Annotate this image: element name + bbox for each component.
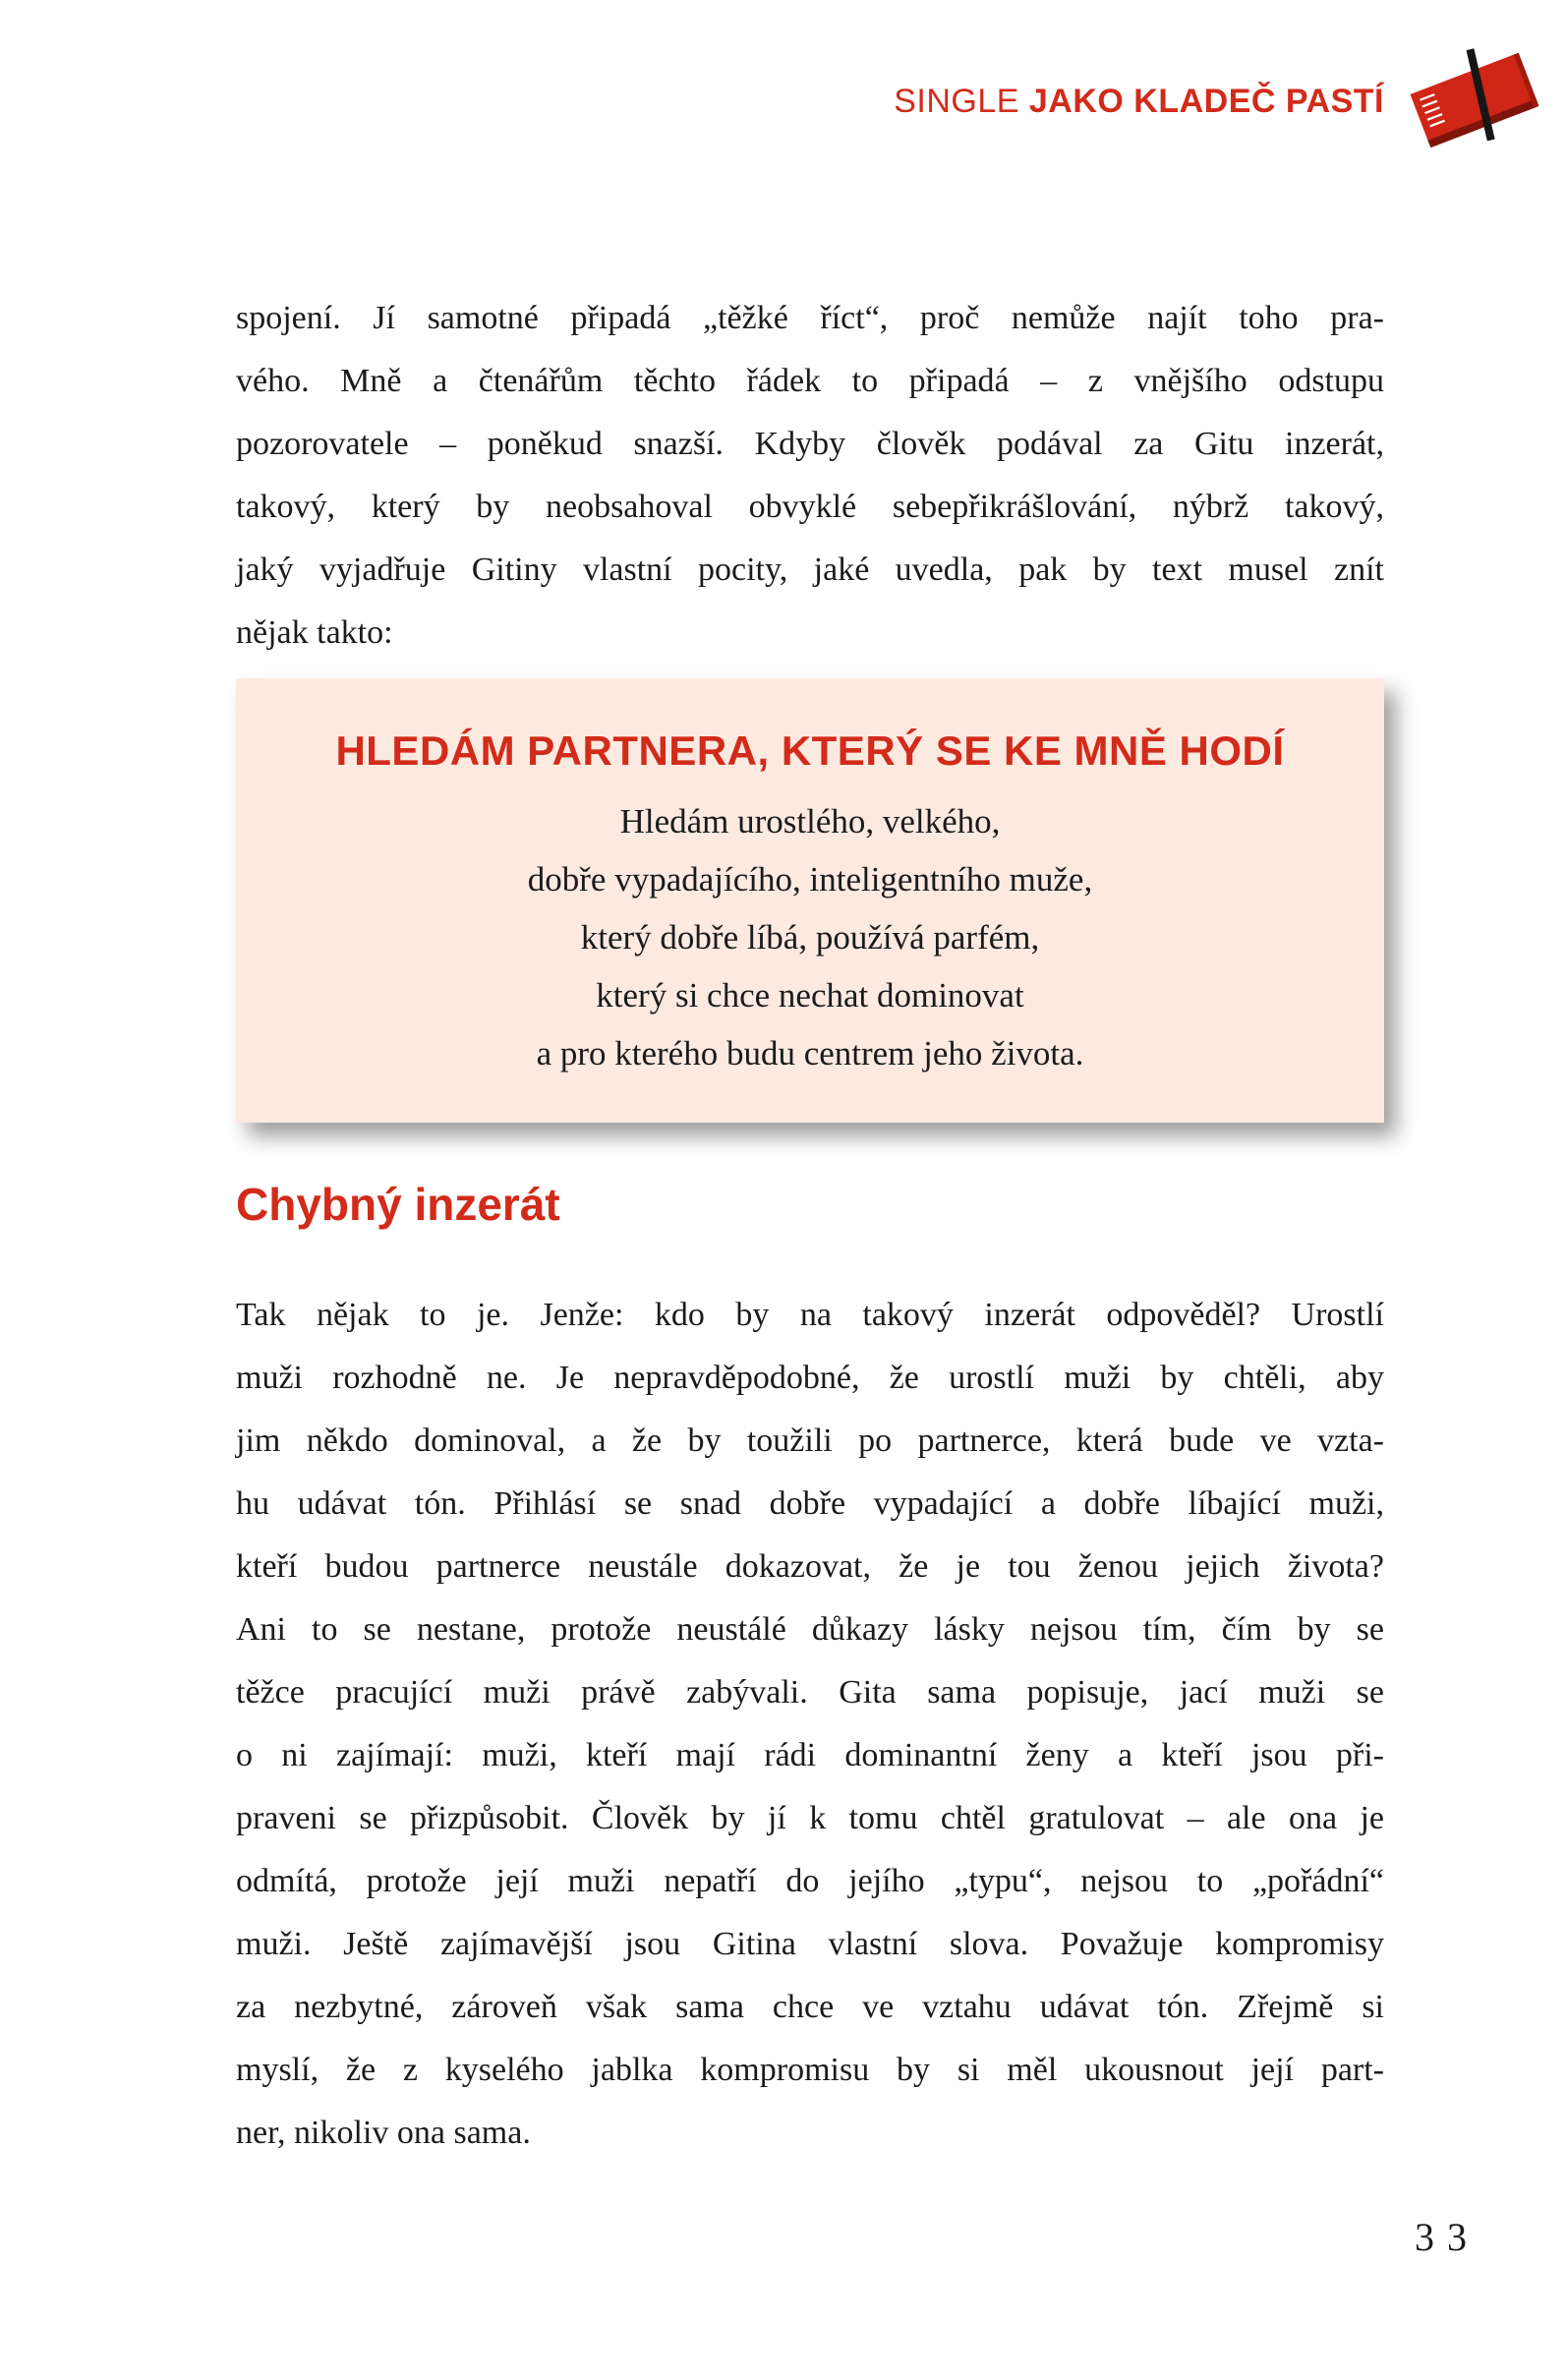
ad-box-text <box>275 792 1345 1082</box>
text-line: myslí, že z kyselého jablka kompromisu by si měl ukousnout její part- <box>236 2052 1384 2088</box>
text-line: kteří budou partnerce neustále dokazovat, že je tou ženou jejich života? <box>236 1548 1384 1585</box>
text-line: jaký vyjadřuje Gitiny vlastní pocity, jaké uvedla, pak by text musel znít <box>236 551 1384 588</box>
personal-ad-box <box>236 678 1384 1123</box>
text-line: dobře vypadajícího, inteligentního muže, <box>527 860 1093 899</box>
text-line: hu udávat tón. Přihlásí se snad dobře vypadající a dobře líbající muži, <box>236 1485 1384 1522</box>
ad-box-heading: HLEDÁM PARTNERA, KTERÝ SE KE MNĚ HODÍ <box>335 727 1285 774</box>
text-line: Hledám urostlého, velkého, <box>619 802 1001 841</box>
text-line: který dobře líbá, používá parfém, <box>580 918 1040 957</box>
running-header <box>894 83 1384 121</box>
text-line: pozorovatele – poněkud snazší. Kdyby člověk podával za Gitu inzerát, <box>236 426 1384 462</box>
text-line: jim někdo dominoval, a že by toužili po partnerce, která bude ve vzta- <box>236 1422 1384 1459</box>
body-paragraph <box>236 1284 1384 2165</box>
text-line: muži. Ještě zajímavější jsou Gitina vlastní slova. Považuje kompromisy <box>236 1926 1384 1962</box>
header-series-label: SINGLE <box>894 83 1019 120</box>
header-chapter-label: JAKO KLADEČ PASTÍ <box>1028 83 1384 120</box>
text-line: odmítá, protože její muži nepatří do jejího „typu“, nejsou to „pořádní“ <box>236 1863 1384 1899</box>
text-line: praveni se přizpůsobit. Člověk by jí k tomu chtěl gratulovat – ale ona je <box>236 1800 1384 1836</box>
text-line: nějak takto: <box>236 614 393 651</box>
section-heading: Chybný inzerát <box>236 1179 560 1230</box>
text-line: těžce pracující muži právě zabývali. Gita sama popisuje, jací muži se <box>236 1674 1384 1711</box>
intro-paragraph <box>236 287 1384 665</box>
text-line: ner, nikoliv ona sama. <box>236 2115 531 2151</box>
text-line: Tak nějak to je. Jenže: kdo by na takový inzerát odpověděl? Urostlí <box>236 1297 1384 1333</box>
text-line: za nezbytné, zároveň však sama chce ve vztahu udávat tón. Zřejmě si <box>236 1989 1384 2025</box>
text-line: a pro kterého budu centrem jeho života. <box>536 1034 1084 1073</box>
page-number: 33 <box>1415 2215 1479 2259</box>
text-line: který si chce nechat dominovat <box>596 976 1024 1015</box>
text-line: muži rozhodně ne. Je nepravděpodobné, že urostlí muži by chtěli, aby <box>236 1360 1384 1396</box>
text-line: Ani to se nestane, protože neustálé důkazy lásky nejsou tím, čím by se <box>236 1611 1384 1648</box>
text-line: takový, který by neobsahoval obvyklé sebepřikrášlování, nýbrž takový, <box>236 489 1384 525</box>
text-line: vého. Mně a čtenářům těchto řádek to připadá – z vnějšího odstupu <box>236 363 1384 399</box>
text-line: o ni zajímají: muži, kteří mají rádi dominantní ženy a kteří jsou při- <box>236 1737 1384 1773</box>
text-line: spojení. Jí samotné připadá „těžké říct“, proč nemůže najít toho pra- <box>236 300 1384 336</box>
mousetrap-icon <box>1401 41 1550 160</box>
